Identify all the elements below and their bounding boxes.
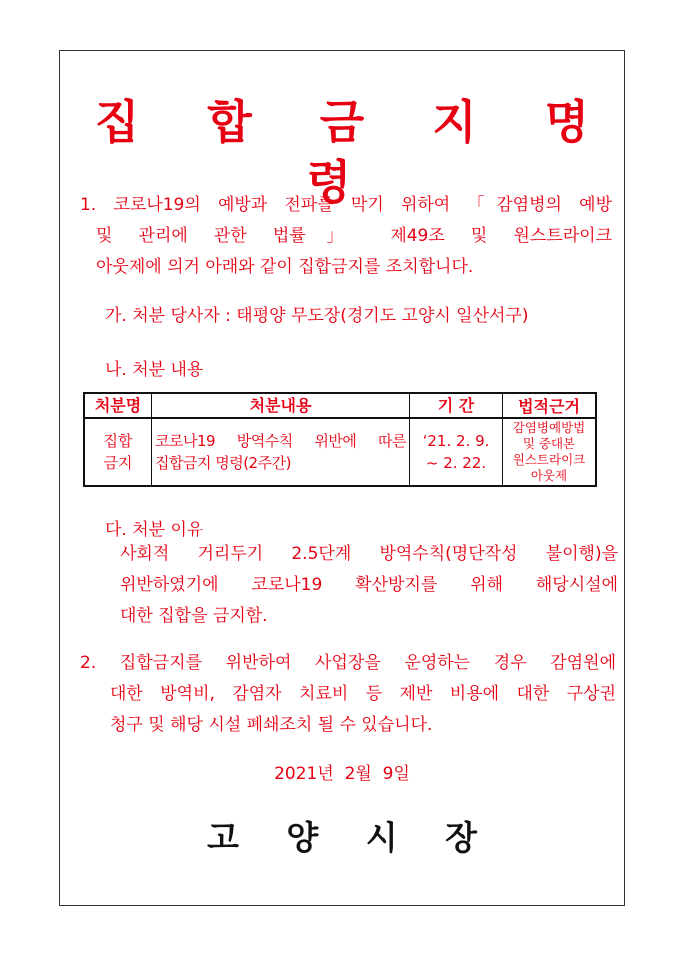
header-name: 처분명	[84, 393, 152, 418]
section-1-paragraph	[80, 190, 612, 283]
cell-name	[84, 418, 152, 486]
cell-name-line: 집합	[103, 432, 133, 450]
section-1-line: 1. 코로나19의 예방과 전파를 막기 위하여 「감염병의 예방	[80, 195, 612, 215]
issuer-signature: 고 양 시 장	[207, 818, 495, 857]
reason-line: 위반하였기에 코로나19 확산방지를 위해 해당시설에	[120, 575, 618, 595]
cell-name-line: 금지	[103, 454, 133, 472]
table-header-row	[84, 393, 596, 418]
issue-date: 2021년 2월 9일	[274, 764, 410, 784]
cell-basis	[503, 418, 597, 486]
table-row	[84, 418, 596, 486]
header-content: 처분내용	[152, 393, 410, 418]
header-period: 기 간	[410, 393, 503, 418]
section-2-line: 2. 집합금지를 위반하여 사업장을 운영하는 경우 감염원에	[80, 653, 616, 673]
section-2-line: 대한 방역비, 감염자 치료비 등 제반 비용에 대한 구상권	[110, 684, 616, 704]
cell-content-line: 집합금지 명령(2주간)	[155, 454, 291, 472]
measures-table	[83, 392, 597, 487]
item-a-subject: 가. 처분 당사자 : 태평양 무도장(경기도 고양시 일산서구)	[105, 306, 529, 326]
reason-line: 대한 집합을 금지함.	[120, 606, 268, 626]
header-basis: 법적근거	[503, 393, 597, 418]
cell-period-line: ‘21. 2. 9.	[422, 432, 490, 450]
cell-basis-line: 아웃제	[530, 468, 568, 483]
item-c-heading: 다. 처분 이유	[105, 520, 204, 540]
cell-content	[152, 418, 410, 486]
cell-content-line: 코로나19 방역수칙 위반에 따른	[155, 432, 406, 450]
section-1-line: 아웃제에 의거 아래와 같이 집합금지를 조치합니다.	[96, 257, 474, 277]
cell-period-line: ~ 2. 22.	[425, 454, 487, 472]
cell-basis-line: 원스트라이크	[512, 452, 586, 467]
section-1-line: 및 관리에 관한 법률」 제49조 및 원스트라이크	[96, 226, 612, 246]
cell-basis-line: 및 중대본	[522, 436, 576, 451]
cell-period	[410, 418, 503, 486]
cell-basis-line: 감염병예방법	[512, 420, 586, 435]
item-b-heading: 나. 처분 내용	[105, 360, 204, 380]
document-title: 집 합 금 지 명 령	[94, 95, 616, 209]
section-2-line: 청구 및 해당 시설 폐쇄조치 될 수 있습니다.	[110, 715, 433, 735]
section-2-paragraph	[80, 648, 616, 741]
reason-line: 사회적 거리두기 2.5단계 방역수칙(명단작성 불이행)을	[120, 544, 618, 564]
reason-paragraph	[120, 539, 618, 632]
